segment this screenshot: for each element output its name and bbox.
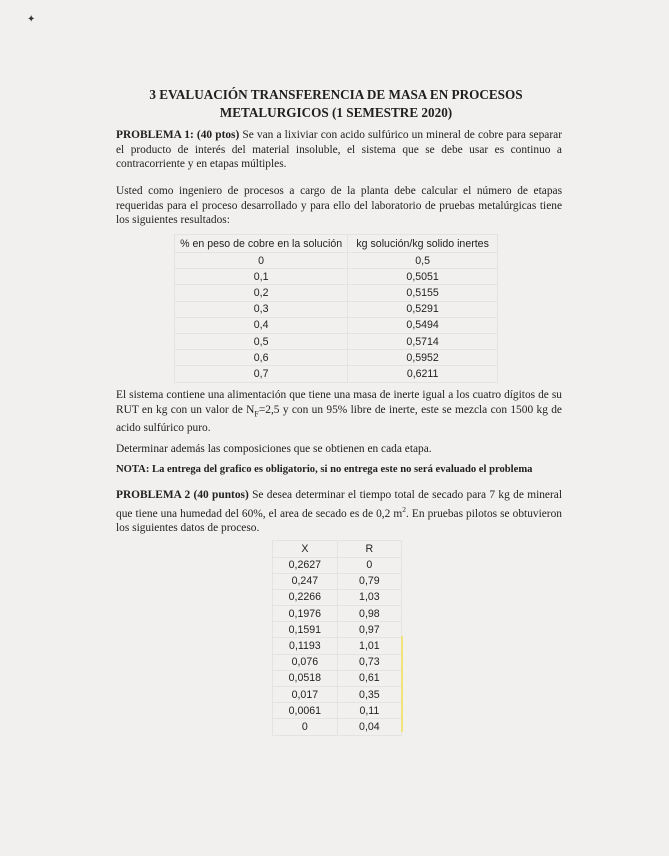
cell-r: 0,73 — [337, 654, 401, 670]
table-row — [273, 670, 402, 686]
cell-x: 0,076 — [273, 654, 338, 670]
cell-copper-percent: 0,3 — [175, 301, 348, 317]
problem-1-task: Determinar además las composiciones que se obtienen en cada etapa. — [116, 443, 432, 455]
table-row — [175, 333, 498, 349]
cell-copper-percent: 0,4 — [175, 317, 348, 333]
table-row — [273, 654, 402, 670]
cell-r: 0,79 — [337, 573, 401, 589]
table-row — [273, 622, 402, 638]
cell-r: 0,98 — [337, 606, 401, 622]
cell-copper-percent: 0,6 — [175, 350, 348, 366]
cell-copper-percent: 0,5 — [175, 333, 348, 349]
page-title — [120, 86, 552, 122]
table-row — [175, 366, 498, 382]
problem-1-label: PROBLEMA 1: (40 ptos) — [116, 129, 240, 141]
nota-text: NOTA: La entrega del grafico es obligatorio, si no entrega este no será evaluado el problema — [116, 464, 533, 475]
table-header-row — [175, 235, 498, 253]
column-header-r: R — [337, 541, 401, 558]
table-row — [273, 703, 402, 719]
drying-table-body — [273, 557, 402, 735]
cell-x: 0 — [273, 719, 338, 735]
table-row — [175, 317, 498, 333]
results-table-body — [175, 253, 498, 383]
cell-solution-ratio: 0,5 — [348, 253, 498, 269]
table-row — [273, 687, 402, 703]
problem-2-statement — [116, 488, 562, 536]
table-row — [273, 557, 402, 573]
cell-r: 1,03 — [337, 589, 401, 605]
table-row — [273, 638, 402, 654]
cell-r: 1,01 — [337, 638, 401, 654]
cell-x: 0,0518 — [273, 670, 338, 686]
cell-solution-ratio: 0,5155 — [348, 285, 498, 301]
nf-subscript: F — [254, 408, 259, 418]
system-text-b: =2,5 y con un 95% libre de inerte, este se mezcla con 1500 kg de acido sulfúrico puro. — [116, 403, 562, 435]
cell-copper-percent: 0,1 — [175, 269, 348, 285]
table-header-row — [273, 541, 402, 558]
problem-2-text-a: Se desea determinar el tiempo total de secado para 7 kg de mineral que tiene una humedad del 60%, el area de secado es de 0,2 m — [116, 489, 563, 520]
results-table — [174, 234, 498, 383]
table-row — [175, 285, 498, 301]
table-row — [273, 589, 402, 605]
problem-2-label: PROBLEMA 2 (40 puntos) — [116, 489, 249, 501]
problem-1-intro: Usted como ingeniero de procesos a cargo de la planta debe calcular el número de etapas requeridas para el proceso desarrollado y para ello del laboratorio de pruebas metalúrgicas tiene los siguientes resultados: — [116, 185, 562, 227]
cell-x: 0,0061 — [273, 703, 338, 719]
cell-solution-ratio: 0,5494 — [348, 317, 498, 333]
cell-r: 0,35 — [337, 687, 401, 703]
cell-r: 0,61 — [337, 670, 401, 686]
column-header-solution-ratio: kg solución/kg solido inertes — [348, 235, 498, 253]
problem-1-statement — [116, 128, 562, 172]
table-row — [273, 606, 402, 622]
cell-solution-ratio: 0,5952 — [348, 350, 498, 366]
cell-x: 0,1591 — [273, 622, 338, 638]
cell-copper-percent: 0 — [175, 253, 348, 269]
title-line-2: METALURGICOS (1 SEMESTRE 2020) — [219, 105, 453, 120]
cell-r: 0,11 — [337, 703, 401, 719]
table-row — [273, 719, 402, 735]
cell-x: 0,1976 — [273, 606, 338, 622]
cell-x: 0,1193 — [273, 638, 338, 654]
system-text-a: El sistema contiene una alimentación que tiene una masa de inerte igual a los cuatro dígitos de su RUT en kg con un valor de N — [116, 389, 562, 416]
problem-1-system — [116, 388, 562, 436]
column-header-copper-percent: % en peso de cobre en la solución — [175, 235, 348, 253]
table-row — [175, 350, 498, 366]
cell-r: 0,04 — [337, 719, 401, 735]
cell-copper-percent: 0,2 — [175, 285, 348, 301]
title-line-1: 3 EVALUACIÓN TRANSFERENCIA DE MASA EN PROCESOS — [149, 87, 523, 102]
cell-solution-ratio: 0,5051 — [348, 269, 498, 285]
cell-x: 0,2266 — [273, 589, 338, 605]
table-row — [175, 269, 498, 285]
table-row — [273, 573, 402, 589]
cell-r: 0,97 — [337, 622, 401, 638]
cell-r: 0 — [337, 557, 401, 573]
cell-solution-ratio: 0,5291 — [348, 301, 498, 317]
table-row — [175, 253, 498, 269]
column-header-x: X — [273, 541, 338, 558]
drying-data-table — [272, 540, 402, 736]
problem-2-text-b: . En pruebas pilotos se obtuvieron los siguientes datos de proceso. — [116, 507, 562, 534]
cell-x: 0,017 — [273, 687, 338, 703]
cell-x: 0,2627 — [273, 557, 338, 573]
m2-superscript: 2 — [402, 504, 406, 514]
table-row — [175, 301, 498, 317]
cell-copper-percent: 0,7 — [175, 366, 348, 382]
cell-solution-ratio: 0,6211 — [348, 366, 498, 382]
problem-1-text: Se van a lixiviar con acido sulfúrico un mineral de cobre para separar el producto de interés del material insoluble, el sistema que se debe usar es continuo a contracorriente y en etapas múltiples. — [116, 129, 562, 171]
highlight-mark — [401, 636, 403, 732]
cell-x: 0,247 — [273, 573, 338, 589]
cell-solution-ratio: 0,5714 — [348, 333, 498, 349]
scan-mark: ✦ — [27, 14, 36, 25]
